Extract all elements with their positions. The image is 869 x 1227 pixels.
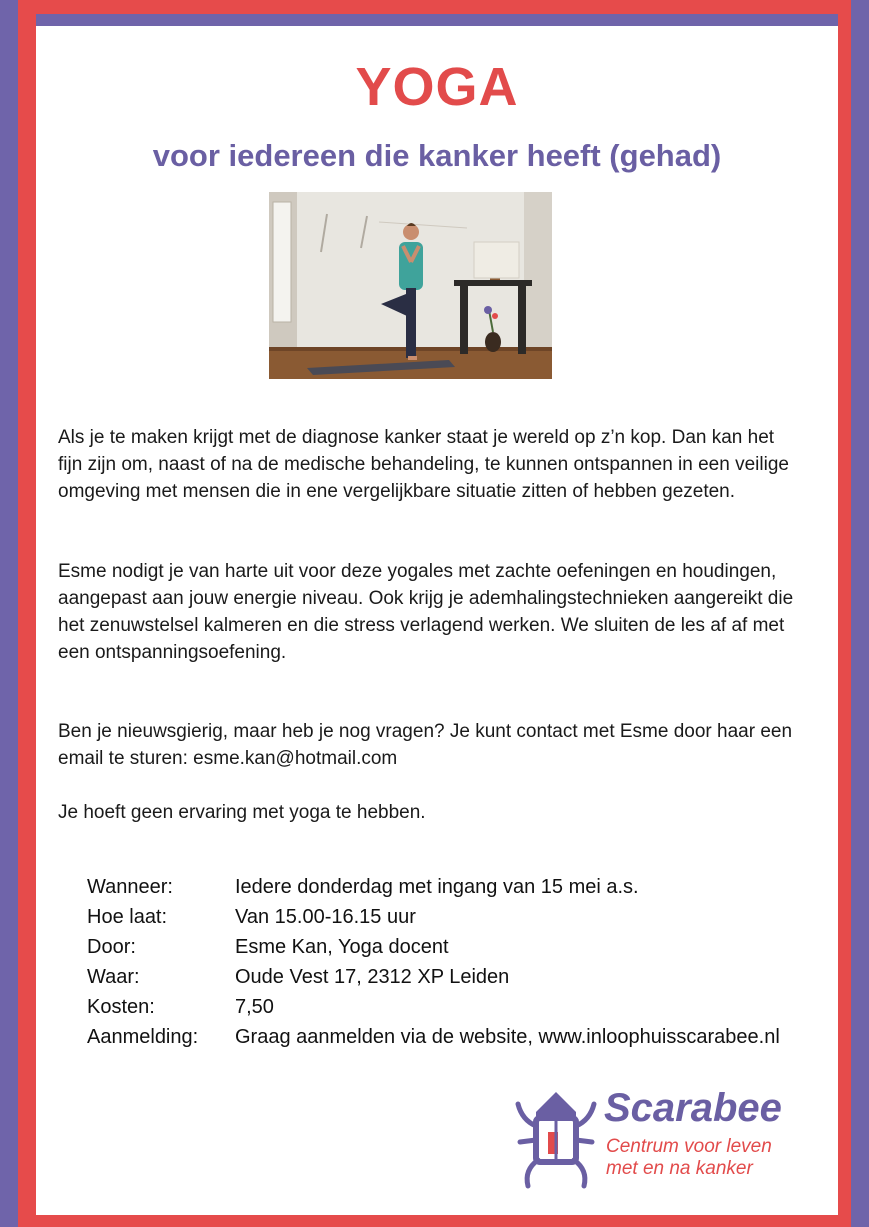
flyer-subtitle: voor iedereen die kanker heeft (gehad)	[152, 138, 722, 173]
info-label: Wanneer:	[87, 876, 173, 898]
right-border-stripe	[851, 0, 869, 1227]
info-row-time	[87, 906, 827, 936]
info-label: Door:	[87, 936, 136, 958]
info-value: Oude Vest 17, 2312 XP Leiden	[235, 966, 510, 988]
info-value: Iedere donderdag met ingang van 15 mei a.s.	[235, 876, 639, 898]
info-row-when	[87, 876, 827, 906]
info-label: Waar:	[87, 966, 140, 988]
flyer-page	[36, 26, 838, 1215]
logo-tagline-2: met en na kanker	[606, 1158, 753, 1179]
logo-name: Scarabee	[604, 1086, 782, 1130]
info-value: Esme Kan, Yoga docent	[235, 936, 449, 958]
top-border-stripe	[36, 14, 838, 26]
info-row-where	[87, 966, 827, 996]
info-row-registration	[87, 1026, 827, 1056]
scarabee-logo	[514, 1086, 814, 1190]
paragraph-intro: Als je te maken krijgt met de diagnose kanker staat je wereld op z’n kop. Dan kan het fijn zijn om, naast of na de medische behandeling, te kunnen ontspannen in een veilige omgeving met mensen die in ene vergelijkbare situatie zitten of hebben gezeten.	[58, 427, 789, 502]
scarab-beetle-house-icon	[514, 1090, 598, 1190]
info-value: Van 15.00-16.15 uur	[235, 906, 416, 928]
flyer-title: YOGA	[355, 57, 519, 117]
info-label: Aanmelding:	[87, 1026, 199, 1048]
yoga-photo	[269, 192, 552, 379]
info-value: 7,50	[235, 996, 274, 1018]
paragraph-contact: Ben je nieuwsgierig, maar heb je nog vragen? Je kunt contact met Esme door haar een email te sturen: esme.kan@hotmail.com	[58, 721, 793, 769]
info-value: Graag aanmelden via de website, www.inloophuisscarabee.nl	[235, 1026, 780, 1048]
info-label: Hoe laat:	[87, 906, 168, 928]
logo-tagline-1: Centrum voor leven	[606, 1136, 772, 1157]
info-row-by	[87, 936, 827, 966]
info-row-cost	[87, 996, 827, 1026]
paragraph-experience: Je hoeft geen ervaring met yoga te hebben.	[58, 802, 426, 823]
paragraph-lesson: Esme nodigt je van harte uit voor deze yogales met zachte oefeningen en houdingen, aangepast aan jouw energie niveau. Ook krijg je ademhalingstechnieken aangereikt die het zenuwstelsel kalmeren en die stress verlagend werken. We sluiten de les af af met een ontspanningsoefening.	[58, 561, 794, 663]
info-label: Kosten:	[87, 996, 155, 1018]
left-border-stripe	[0, 0, 18, 1227]
